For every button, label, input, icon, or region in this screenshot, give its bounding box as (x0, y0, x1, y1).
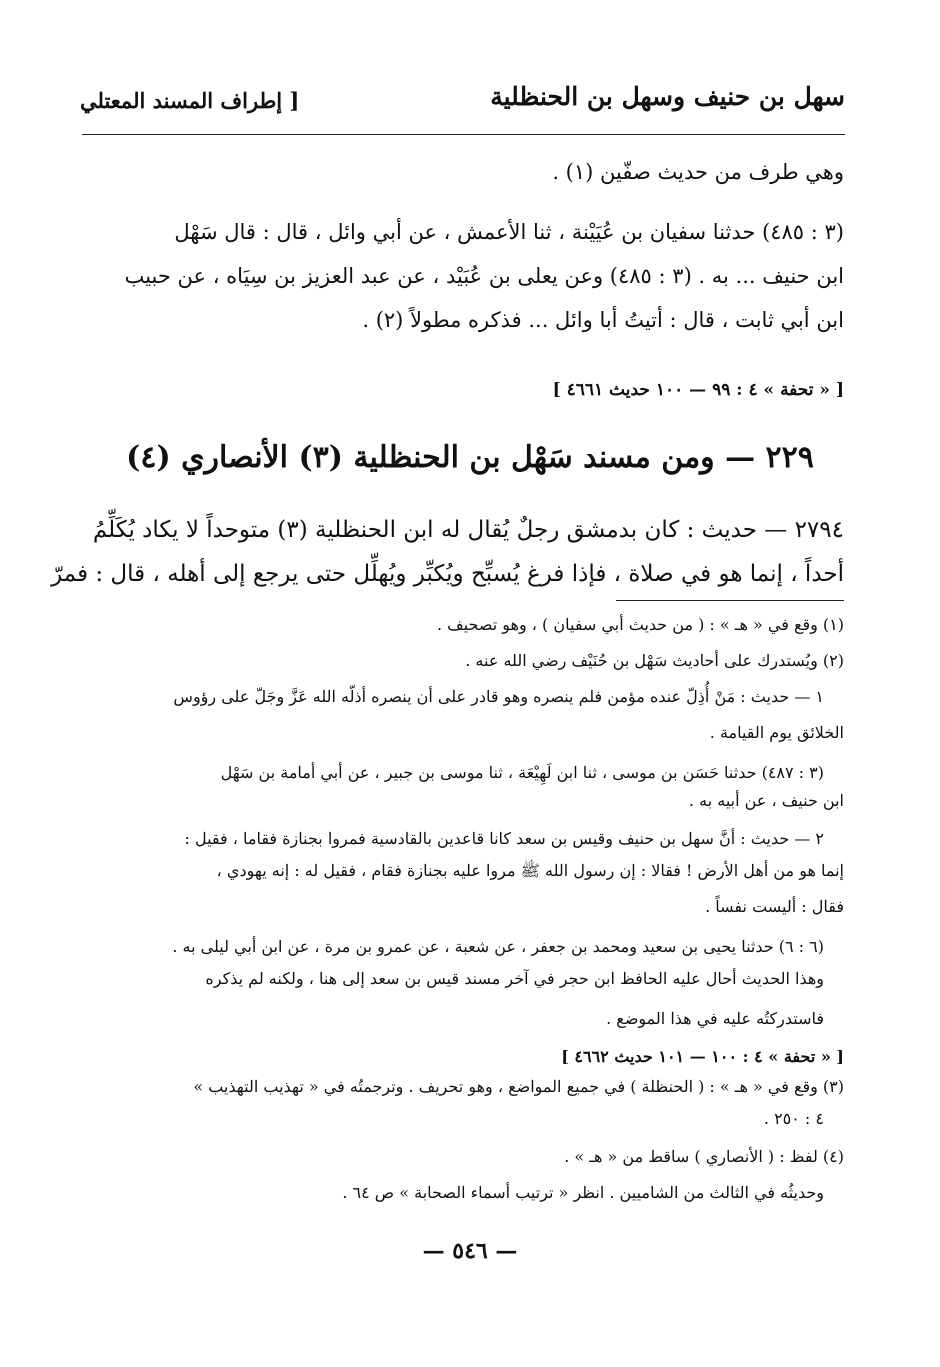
footnote-line: (٤) لفظ : ( الأنصاري ) ساقط من « هـ » . (564, 1147, 844, 1166)
body-line: ابن حنيف ... به . (٣ : ٤٨٥) وعن يعلى بن عُبَيْد ، عن عبد العزيز بن سِيَاه ، عن حبيب (124, 264, 844, 288)
running-header-chapter-title: سهل بن حنيف وسهل بن الحنظلية (490, 82, 845, 111)
footnote-line: فقال : أليست نفساً . (705, 897, 844, 916)
footnote-line: (٢) ويُستدرك على أحاديث سَهْل بن حُنَيْف رضي الله عنه . (465, 651, 844, 670)
hadith-line: ٢٧٩٤ — حديث : كان بدمشق رجلٌ يُقال له ابن الحنظلية (٣) متوحداً لا يكاد يُكَلِّمُ (92, 517, 844, 543)
footnote-line: الخلائق يوم القيامة . (709, 723, 844, 742)
running-header-book-title: [ إطراف المسند المعتلي (80, 88, 300, 113)
footnote-line: (٦ : ٦) حدثنا يحيى بن سعيد ومحمد بن جعفر ، عن شعبة ، عن عمرو بن مرة ، عن ابن أبي ليلى به . (172, 937, 824, 956)
tuhfa-reference: [ « تحفة » ٤ : ٩٩ — ١٠٠ حديث ٤٦٦١ ] (552, 380, 844, 400)
footnote-line: (٣) وقع في « هـ » : ( الحنظلة ) في جميع المواضع ، وهو تحريف . وترجمتُه في « تهذيب التهذيب » (193, 1077, 844, 1096)
tuhfa-reference: [ « تحفة » ٤ : ١٠٠ — ١٠١ حديث ٤٦٦٢ ] (561, 1047, 844, 1066)
footnote-line: (١) وقع في « هـ » : ( من حديث أبي سفيان ) ، وهو تصحيف . (436, 615, 844, 634)
footnote-line: ابن حنيف ، عن أبيه به . (688, 791, 844, 810)
footnote-line: ٢ — حديث : أنَّ سهل بن حنيف وقيس بن سعد كانا قاعدين بالقادسية فمروا بجنازة فقاما ، فقيل : (184, 829, 824, 848)
footnote-separator (616, 600, 844, 601)
body-line: (٣ : ٤٨٥) حدثنا سفيان بن عُيَيْنة ، ثنا الأعمش ، عن أبي وائل ، قال : قال سَهْل (174, 220, 844, 244)
footnote-line: وحديثُه في الثالث من الشاميين . انظر « ترتيب أسماء الصحابة » ص ٦٤ . (342, 1183, 824, 1202)
footnote-line: (٣ : ٤٨٧) حدثنا حَسَن بن موسى ، ثنا ابن لَهِيْعَة ، ثنا موسى بن جبير ، عن أبي أمامة بن سَهْل (220, 763, 824, 782)
footnote-line: ٤ : ٢٥٠ . (763, 1109, 824, 1128)
footnote-line: فاستدركتُه عليه في هذا الموضع . (606, 1009, 824, 1028)
footnote-line: وهذا الحديث أحال عليه الحافظ ابن حجر في آخر مسند قيس بن سعد إلى هنا ، ولكنه لم يذكره (205, 969, 824, 988)
body-line: وهي طرف من حديث صفّين (١) . (552, 160, 844, 184)
header-rule (82, 134, 845, 135)
footnote-line: ١ — حديث : مَنْ أُذِلّ عنده مؤمن فلم ينصره وهو قادر على أن ينصره أذلّه الله عَزَّ وجَلّ على رؤوس (173, 687, 824, 706)
section-heading: ٢٢٩ — ومن مسند سَهْل بن الحنظلية (٣) الأنصاري (٤) (126, 440, 814, 475)
hadith-line: أحداً ، إنما هو في صلاة ، فإذا فرغ يُسبِّح ويُكبِّر ويُهلِّل حتى يرجع إلى أهله ، قال : فمرّ (51, 561, 844, 587)
page-number: — ٥٤٦ — (422, 1238, 518, 1264)
footnote-line: إنما هو من أهل الأرض ! فقالا : إن رسول الله ﷺ مروا عليه بجنازة فقام ، فقيل له : إنه يهودي ، (216, 861, 844, 880)
body-line: ابن أبي ثابت ، قال : أتيتُ أبا وائل ... فذكره مطولاً (٢) . (362, 308, 844, 332)
